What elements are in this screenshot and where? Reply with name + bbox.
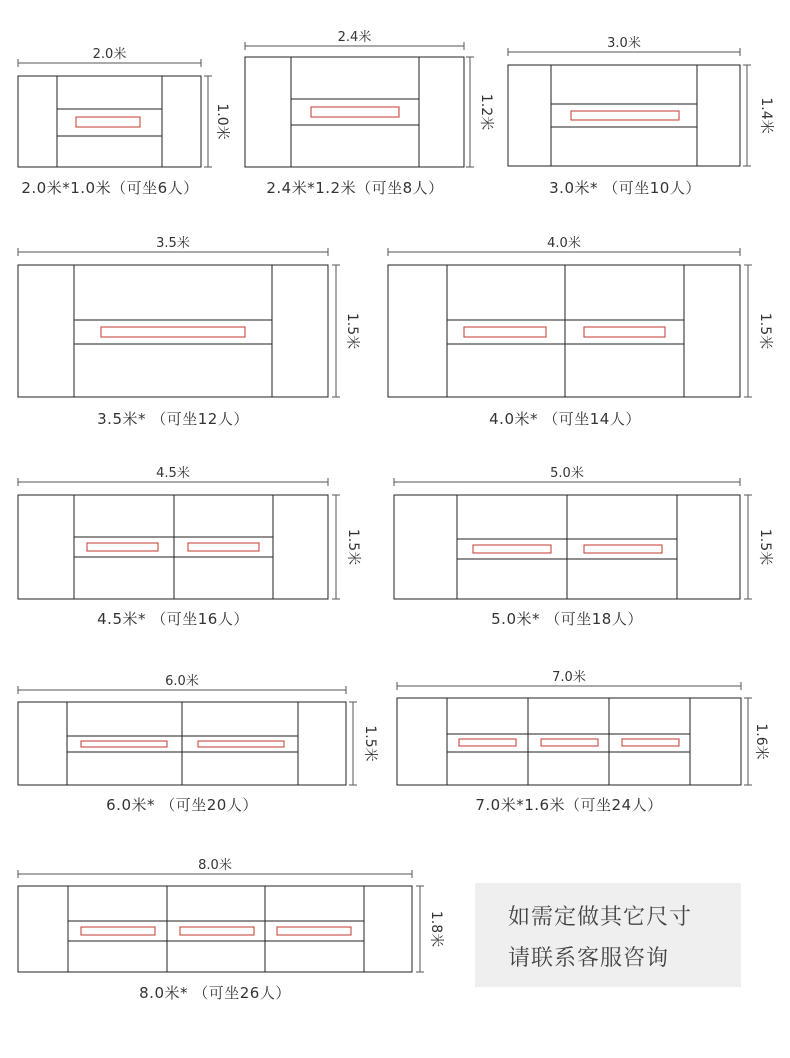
depth-label: 1.4米 <box>758 97 774 134</box>
table-outline <box>18 265 328 397</box>
table-caption: 4.0米* （可坐14人） <box>489 410 641 428</box>
cable-slot <box>622 739 679 746</box>
table-outline <box>18 886 412 972</box>
cable-slot <box>464 327 546 337</box>
cable-slot <box>81 741 167 747</box>
depth-label: 1.2米 <box>478 93 494 131</box>
depth-label: 1.5米 <box>362 725 378 762</box>
cable-slot <box>459 739 516 746</box>
depth-label: 1.0米 <box>214 103 230 140</box>
table-outline <box>388 265 740 397</box>
table-layout-10 <box>18 857 445 1002</box>
table-layout-3 <box>508 35 775 197</box>
table-caption: 3.0米* （可坐10人） <box>549 179 701 197</box>
cable-slot <box>188 543 259 551</box>
depth-label: 1.5米 <box>344 312 360 350</box>
table-layout-7 <box>394 465 774 628</box>
width-label: 4.0米 <box>547 236 581 251</box>
table-layout-4 <box>18 235 361 428</box>
width-label: 7.0米 <box>552 670 586 685</box>
cable-slot <box>473 545 551 553</box>
width-label: 2.4米 <box>337 30 372 45</box>
width-label: 2.0米 <box>92 47 127 62</box>
table-caption: 8.0米* （可坐26人） <box>139 984 291 1002</box>
width-label: 3.5米 <box>156 236 190 251</box>
width-label: 4.5米 <box>156 466 190 481</box>
depth-label: 1.5米 <box>757 312 773 350</box>
cable-slot <box>311 107 399 117</box>
table-outline <box>245 57 464 167</box>
notice-line-2: 请联系客服咨询 <box>508 946 670 971</box>
table-layout-6 <box>18 465 362 628</box>
table-layout-2 <box>245 29 495 197</box>
depth-label: 1.8米 <box>428 910 444 948</box>
table-outline <box>508 65 740 166</box>
table-caption: 6.0米* （可坐20人） <box>106 796 258 814</box>
cable-slot <box>584 545 662 553</box>
cable-slot <box>571 111 679 120</box>
cable-slot <box>277 927 351 935</box>
cable-slot <box>198 741 284 747</box>
table-outline <box>397 698 741 785</box>
table-caption: 4.5米* （可坐16人） <box>97 610 249 628</box>
depth-label: 1.6米 <box>753 723 769 760</box>
table-layout-9 <box>397 669 770 814</box>
depth-label: 1.5米 <box>345 528 361 566</box>
table-outline <box>18 76 201 167</box>
table-caption: 2.0米*1.0米（可坐6人） <box>21 179 199 197</box>
cable-slot <box>76 117 140 127</box>
width-label: 6.0米 <box>165 674 199 689</box>
custom-size-notice <box>475 883 741 987</box>
table-layout-1 <box>18 46 231 197</box>
width-label: 3.0米 <box>607 36 641 51</box>
table-outline <box>18 495 328 599</box>
cable-slot <box>584 327 665 337</box>
width-label: 5.0米 <box>550 466 584 481</box>
table-caption: 7.0米*1.6米（可坐24人） <box>475 796 663 814</box>
table-layout-8 <box>18 673 379 814</box>
width-label: 8.0米 <box>198 858 232 873</box>
cable-slot <box>541 739 598 746</box>
depth-label: 1.5米 <box>757 528 773 566</box>
table-caption: 5.0米* （可坐18人） <box>491 610 643 628</box>
table-caption: 2.4米*1.2米（可坐8人） <box>266 179 444 197</box>
cable-slot <box>87 543 158 551</box>
cable-slot <box>180 927 254 935</box>
table-layout-5 <box>388 235 774 428</box>
cable-slot <box>101 327 245 337</box>
notice-line-1: 如需定做其它尺寸 <box>508 905 693 930</box>
cable-slot <box>81 927 155 935</box>
table-caption: 3.5米* （可坐12人） <box>97 410 249 428</box>
